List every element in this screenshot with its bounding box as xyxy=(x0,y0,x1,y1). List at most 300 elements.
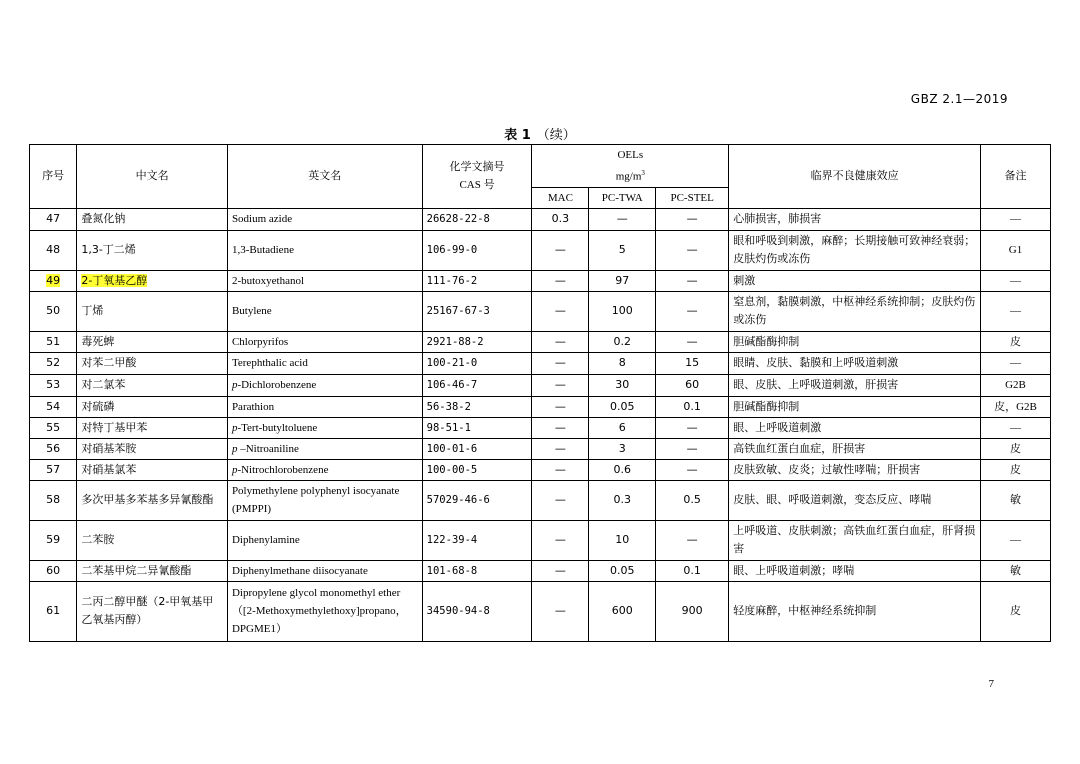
chinese-name-cell-text: 多次甲基多苯基多异氰酸酯 xyxy=(81,493,214,507)
note-cell-text: — xyxy=(1010,421,1021,434)
english-name-cell xyxy=(227,438,422,459)
pc-twa-cell-text: 0.3 xyxy=(613,493,631,507)
cas-number-cell-text: 25167-67-3 xyxy=(426,305,490,318)
english-name-cell xyxy=(227,291,422,331)
pc-stel-cell xyxy=(656,560,729,581)
caption-continued: （续） xyxy=(536,128,576,143)
row-number xyxy=(30,438,77,459)
cas-number-cell-text: 98-51-1 xyxy=(426,421,471,434)
note-cell-text: 皮 xyxy=(1010,335,1021,348)
chinese-name-cell-text: 2-丁氧基乙醇 xyxy=(81,273,148,287)
mac-cell-text: — xyxy=(554,441,566,455)
health-effect-cell-text: 皮肤、眼、呼吸道刺激，变态反应、哮喘 xyxy=(733,493,932,507)
table-row xyxy=(30,291,1051,331)
pc-twa-cell xyxy=(589,270,656,291)
pc-stel-cell xyxy=(656,352,729,374)
cas-number-cell xyxy=(422,560,532,581)
chinese-name-cell-text: 二苯基甲烷二异氰酸酯 xyxy=(81,563,192,577)
chinese-name-cell-text: 对硝基氯苯 xyxy=(81,462,137,476)
cas-number-cell xyxy=(422,480,532,520)
row-number xyxy=(30,560,77,581)
cas-number-cell xyxy=(422,208,532,230)
cas-number-cell xyxy=(422,374,532,396)
health-effect-cell xyxy=(729,374,981,396)
cas-number-cell-text: 111-76-2 xyxy=(426,274,478,287)
mac-cell-text: — xyxy=(554,334,566,348)
cas-number-cell xyxy=(422,520,532,560)
pc-stel-cell-text: — xyxy=(686,273,698,287)
mac-cell xyxy=(532,396,589,417)
table-row xyxy=(30,331,1051,352)
pc-twa-cell xyxy=(589,374,656,396)
table-row xyxy=(30,208,1051,230)
chinese-name-cell xyxy=(77,438,228,459)
mac-cell-text: — xyxy=(554,604,566,618)
header-chinese-name: 中文名 xyxy=(77,145,228,209)
english-name-cell-text: -Dichlorobenzene xyxy=(237,379,317,392)
health-effect-cell xyxy=(729,331,981,352)
pc-stel-cell-text: — xyxy=(686,304,698,318)
mac-cell xyxy=(532,230,589,270)
header-unit-base: mg/m xyxy=(615,170,642,183)
health-effect-cell xyxy=(729,560,981,581)
table-caption xyxy=(0,124,1080,143)
pc-stel-cell-text: 900 xyxy=(681,604,703,618)
row-number-text: 56 xyxy=(46,441,61,455)
cas-number-cell xyxy=(422,459,532,480)
cas-number-cell xyxy=(422,270,532,291)
health-effect-cell-text: 窒息剂，黏膜刺激，中枢神经系统抑制；皮肤灼伤或冻伤 xyxy=(733,295,976,327)
row-number-text: 52 xyxy=(46,356,61,370)
note-cell-text: — xyxy=(1010,357,1021,370)
health-effect-cell-text: 眼和呼吸到刺激，麻醉；长期接触可致神经衰弱；皮肤灼伤或冻伤 xyxy=(733,234,976,266)
table-row xyxy=(30,581,1051,641)
health-effect-cell-text: 眼、上呼吸道刺激；哮喘 xyxy=(733,563,855,577)
pc-stel-cell-text: — xyxy=(686,420,698,434)
health-effect-cell-text: 皮肤致敏、皮炎；过敏性哮喘；肝损害 xyxy=(733,462,921,476)
mac-cell xyxy=(532,374,589,396)
health-effect-cell xyxy=(729,396,981,417)
pc-twa-cell xyxy=(589,208,656,230)
english-name-cell-text: Diphenylamine xyxy=(231,534,300,547)
health-effect-cell-text: 上呼吸道、皮肤刺激；高铁血红蛋白血症，肝肾损害 xyxy=(733,524,976,556)
pc-twa-cell-text: — xyxy=(616,212,628,226)
para-prefix: p xyxy=(231,463,238,476)
english-name-cell-text: 1,3-Butadiene xyxy=(231,244,294,257)
header-cas-line2: CAS 号 xyxy=(459,179,495,192)
chinese-name-cell xyxy=(77,417,228,438)
row-number-text: 51 xyxy=(46,334,61,348)
table-row xyxy=(30,270,1051,291)
pc-stel-cell xyxy=(656,520,729,560)
row-number-text: 59 xyxy=(46,533,61,547)
mac-cell-text: — xyxy=(554,304,566,318)
table-body xyxy=(30,208,1051,641)
table-row xyxy=(30,560,1051,581)
mac-cell-text: — xyxy=(554,399,566,413)
table-row xyxy=(30,480,1051,520)
note-cell xyxy=(981,208,1051,230)
note-cell-text: G1 xyxy=(1008,244,1023,257)
row-number xyxy=(30,208,77,230)
pc-twa-cell xyxy=(589,396,656,417)
english-name-cell xyxy=(227,352,422,374)
pc-stel-cell-text: — xyxy=(686,243,698,257)
note-cell xyxy=(981,374,1051,396)
row-number-text: 57 xyxy=(46,462,61,476)
header-no: 序号 xyxy=(30,145,77,209)
note-cell-text: — xyxy=(1010,213,1021,226)
row-number-text: 50 xyxy=(46,304,61,318)
oel-table xyxy=(29,144,1051,642)
chinese-name-cell xyxy=(77,459,228,480)
pc-stel-cell xyxy=(656,459,729,480)
pc-stel-cell xyxy=(656,208,729,230)
chinese-name-cell xyxy=(77,480,228,520)
pc-twa-cell xyxy=(589,560,656,581)
row-number-text: 61 xyxy=(46,604,61,618)
pc-twa-cell-text: 600 xyxy=(611,604,633,618)
pc-twa-cell-text: 30 xyxy=(615,378,630,392)
pc-twa-cell-text: 3 xyxy=(618,441,626,455)
row-number-text: 53 xyxy=(46,378,61,392)
chinese-name-cell-text: 对二氯苯 xyxy=(81,378,126,392)
health-effect-cell xyxy=(729,270,981,291)
mac-cell-text: — xyxy=(554,356,566,370)
header-mac: MAC xyxy=(532,187,589,208)
health-effect-cell-text: 眼、上呼吸道刺激 xyxy=(733,420,822,434)
table-row xyxy=(30,459,1051,480)
note-cell xyxy=(981,396,1051,417)
mac-cell-text: — xyxy=(554,462,566,476)
row-number xyxy=(30,291,77,331)
english-name-cell-text: Chlorpyrifos xyxy=(231,335,289,348)
chinese-name-cell-text: 对硫磷 xyxy=(81,399,115,413)
health-effect-cell xyxy=(729,352,981,374)
mac-cell xyxy=(532,331,589,352)
health-effect-cell xyxy=(729,438,981,459)
english-name-cell xyxy=(227,230,422,270)
cas-number-cell xyxy=(422,331,532,352)
pc-twa-cell xyxy=(589,581,656,641)
health-effect-cell xyxy=(729,291,981,331)
english-name-cell xyxy=(227,581,422,641)
cas-number-cell-text: 100-01-6 xyxy=(426,442,478,455)
english-name-cell xyxy=(227,520,422,560)
cas-number-cell-text: 2921-88-2 xyxy=(426,335,484,348)
note-cell xyxy=(981,438,1051,459)
pc-twa-cell-text: 97 xyxy=(615,273,630,287)
mac-cell-text: — xyxy=(554,420,566,434)
pc-stel-cell-text: 0.1 xyxy=(683,563,701,577)
health-effect-cell-text: 眼、皮肤、上呼吸道刺激，肝损害 xyxy=(733,378,899,392)
note-cell-text: — xyxy=(1010,274,1021,287)
mac-cell xyxy=(532,270,589,291)
english-name-cell-text: Terephthalic acid xyxy=(231,357,308,370)
note-cell-text: — xyxy=(1010,305,1021,318)
caption-title: 表 1 xyxy=(504,128,531,143)
cas-number-cell-text: 34590-94-8 xyxy=(426,605,490,618)
cas-number-cell xyxy=(422,352,532,374)
mac-cell-text: 0.3 xyxy=(551,212,570,226)
chinese-name-cell xyxy=(77,270,228,291)
row-number-text: 49 xyxy=(46,273,61,287)
note-cell-text: G2B xyxy=(1005,379,1026,392)
chinese-name-cell xyxy=(77,520,228,560)
table-row xyxy=(30,396,1051,417)
mac-cell xyxy=(532,291,589,331)
note-cell-text: 皮，G2B xyxy=(994,400,1037,413)
table-row xyxy=(30,230,1051,270)
chinese-name-cell-text: 丁烯 xyxy=(81,304,104,318)
row-number xyxy=(30,331,77,352)
row-number-text: 60 xyxy=(46,563,61,577)
pc-twa-cell-text: 0.6 xyxy=(613,462,631,476)
note-cell xyxy=(981,230,1051,270)
chinese-name-cell xyxy=(77,208,228,230)
pc-stel-cell-text: — xyxy=(686,533,698,547)
mac-cell xyxy=(532,417,589,438)
english-name-cell xyxy=(227,374,422,396)
mac-cell xyxy=(532,438,589,459)
row-number xyxy=(30,581,77,641)
pc-stel-cell xyxy=(656,230,729,270)
health-effect-cell-text: 轻度麻醉，中枢神经系统抑制 xyxy=(733,604,877,618)
health-effect-cell xyxy=(729,208,981,230)
standard-code: GBZ 2.1—2019 xyxy=(910,92,1008,106)
cas-number-cell xyxy=(422,230,532,270)
table-row xyxy=(30,438,1051,459)
mac-cell xyxy=(532,520,589,560)
chinese-name-cell-text: 对苯二甲酸 xyxy=(81,356,137,370)
mac-cell xyxy=(532,352,589,374)
header-english-name: 英文名 xyxy=(227,145,422,209)
english-name-cell xyxy=(227,270,422,291)
pc-stel-cell xyxy=(656,374,729,396)
english-name-cell xyxy=(227,208,422,230)
pc-twa-cell-text: 0.05 xyxy=(610,399,635,413)
note-cell xyxy=(981,581,1051,641)
header-oels xyxy=(532,145,729,188)
row-number-text: 55 xyxy=(46,420,61,434)
row-number xyxy=(30,374,77,396)
chinese-name-cell xyxy=(77,396,228,417)
pc-twa-cell xyxy=(589,291,656,331)
english-name-cell-text: -Tert-butyltoluene xyxy=(237,421,318,434)
cas-number-cell-text: 106-46-7 xyxy=(426,379,478,392)
cas-number-cell-text: 100-00-5 xyxy=(426,463,478,476)
cas-number-cell-text: 100-21-0 xyxy=(426,357,478,370)
pc-twa-cell xyxy=(589,331,656,352)
para-prefix: p xyxy=(231,379,238,392)
pc-twa-cell xyxy=(589,459,656,480)
english-name-cell-text: Diphenylmethane diisocyanate xyxy=(231,564,368,577)
note-cell xyxy=(981,291,1051,331)
row-number-text: 54 xyxy=(46,399,61,413)
header-effect: 临界不良健康效应 xyxy=(729,145,981,209)
pc-stel-cell-text: 0.1 xyxy=(683,399,701,413)
health-effect-cell xyxy=(729,520,981,560)
row-number-text: 48 xyxy=(46,243,61,257)
pc-twa-cell-text: 6 xyxy=(618,420,626,434)
chinese-name-cell xyxy=(77,581,228,641)
pc-stel-cell xyxy=(656,270,729,291)
english-name-cell-text: 2-butoxyethanol xyxy=(231,274,305,287)
header-cas xyxy=(422,145,532,209)
english-name-cell-text: Parathion xyxy=(231,400,275,413)
pc-twa-cell-text: 8 xyxy=(618,356,626,370)
row-number-text: 47 xyxy=(46,212,61,226)
note-cell xyxy=(981,270,1051,291)
note-cell-text: 皮 xyxy=(1010,442,1021,455)
pc-stel-cell-text: 15 xyxy=(685,356,700,370)
mac-cell-text: — xyxy=(554,243,566,257)
pc-twa-cell-text: 10 xyxy=(615,533,630,547)
pc-stel-cell xyxy=(656,581,729,641)
mac-cell-text: — xyxy=(554,273,566,287)
header-unit-sup: 3 xyxy=(641,169,645,177)
row-number xyxy=(30,480,77,520)
note-cell-text: 敏 xyxy=(1010,564,1021,577)
cas-number-cell-text: 26628-22-8 xyxy=(426,213,490,226)
pc-twa-cell xyxy=(589,480,656,520)
english-name-cell xyxy=(227,331,422,352)
para-prefix: p xyxy=(231,421,238,434)
row-number xyxy=(30,230,77,270)
header-cas-line1: 化学文摘号 xyxy=(449,160,505,174)
pc-stel-cell xyxy=(656,291,729,331)
health-effect-cell-text: 心肺损害，肺损害 xyxy=(733,212,822,226)
english-name-cell xyxy=(227,480,422,520)
english-name-cell xyxy=(227,459,422,480)
english-name-cell-text: Polymethylene polyphenyl isocyanate (PMPPI) xyxy=(231,485,400,516)
note-cell-text: 皮 xyxy=(1010,463,1021,476)
chinese-name-cell xyxy=(77,560,228,581)
page-number: 7 xyxy=(988,678,994,690)
pc-twa-cell-text: 5 xyxy=(618,243,626,257)
chinese-name-cell-text: 叠氮化钠 xyxy=(81,212,126,226)
chinese-name-cell xyxy=(77,291,228,331)
table-row xyxy=(30,417,1051,438)
para-prefix: p xyxy=(231,442,238,455)
pc-twa-cell xyxy=(589,520,656,560)
row-number xyxy=(30,459,77,480)
chinese-name-cell-text: 1,3-丁二烯 xyxy=(81,243,136,257)
chinese-name-cell-text: 对硝基苯胺 xyxy=(81,441,137,455)
chinese-name-cell-text: 毒死蜱 xyxy=(81,334,115,348)
health-effect-cell xyxy=(729,581,981,641)
health-effect-cell xyxy=(729,230,981,270)
cas-number-cell-text: 57029-46-6 xyxy=(426,494,490,507)
cas-number-cell-text: 106-99-0 xyxy=(426,244,478,257)
pc-twa-cell-text: 100 xyxy=(611,304,633,318)
mac-cell xyxy=(532,560,589,581)
pc-stel-cell-text: — xyxy=(686,462,698,476)
mac-cell xyxy=(532,581,589,641)
pc-twa-cell xyxy=(589,230,656,270)
health-effect-cell-text: 刺激 xyxy=(733,273,756,287)
chinese-name-cell xyxy=(77,230,228,270)
health-effect-cell xyxy=(729,417,981,438)
mac-cell-text: — xyxy=(554,563,566,577)
note-cell xyxy=(981,520,1051,560)
mac-cell-text: — xyxy=(554,533,566,547)
table-row xyxy=(30,374,1051,396)
mac-cell xyxy=(532,459,589,480)
chinese-name-cell xyxy=(77,374,228,396)
english-name-cell xyxy=(227,417,422,438)
health-effect-cell xyxy=(729,480,981,520)
english-name-cell-text: –Nitroaniline xyxy=(237,442,299,455)
cas-number-cell-text: 101-68-8 xyxy=(426,564,478,577)
cas-number-cell-text: 122-39-4 xyxy=(426,534,478,547)
chinese-name-cell-text: 二苯胺 xyxy=(81,533,115,547)
mac-cell-text: — xyxy=(554,493,566,507)
cas-number-cell xyxy=(422,396,532,417)
pc-stel-cell-text: 60 xyxy=(685,378,700,392)
health-effect-cell xyxy=(729,459,981,480)
pc-stel-cell-text: — xyxy=(686,334,698,348)
note-cell xyxy=(981,560,1051,581)
header-stel: PC-STEL xyxy=(656,187,729,208)
pc-stel-cell xyxy=(656,331,729,352)
english-name-cell-text: Dipropylene glycol monomethyl ether（[2-Methoxymethylethoxy]propano，DPGME1） xyxy=(231,587,407,636)
pc-stel-cell-text: — xyxy=(686,441,698,455)
english-name-cell-text: -Nitrochlorobenzene xyxy=(237,463,329,476)
note-cell xyxy=(981,352,1051,374)
note-cell xyxy=(981,480,1051,520)
row-number xyxy=(30,417,77,438)
cas-number-cell-text: 56-38-2 xyxy=(426,400,471,413)
pc-stel-cell-text: — xyxy=(686,212,698,226)
header-oels-label: OELs xyxy=(617,149,644,161)
cas-number-cell xyxy=(422,438,532,459)
table-row xyxy=(30,520,1051,560)
row-number xyxy=(30,520,77,560)
pc-stel-cell xyxy=(656,417,729,438)
row-number xyxy=(30,270,77,291)
pc-stel-cell xyxy=(656,480,729,520)
row-number xyxy=(30,352,77,374)
row-number-text: 58 xyxy=(46,493,61,507)
note-cell xyxy=(981,459,1051,480)
cas-number-cell xyxy=(422,417,532,438)
chinese-name-cell-text: 对特丁基甲苯 xyxy=(81,420,148,434)
cas-number-cell xyxy=(422,291,532,331)
health-effect-cell-text: 眼睛、皮肤、黏膜和上呼吸道刺激 xyxy=(733,356,899,370)
mac-cell-text: — xyxy=(554,378,566,392)
note-cell-text: — xyxy=(1010,534,1021,547)
mac-cell xyxy=(532,208,589,230)
mac-cell xyxy=(532,480,589,520)
table-row xyxy=(30,352,1051,374)
pc-twa-cell-text: 0.05 xyxy=(610,563,635,577)
pc-twa-cell-text: 0.2 xyxy=(613,334,631,348)
cas-number-cell xyxy=(422,581,532,641)
pc-twa-cell xyxy=(589,438,656,459)
pc-twa-cell xyxy=(589,417,656,438)
chinese-name-cell-text: 二丙二醇甲醚（2-甲氧基甲乙氧基丙醇） xyxy=(81,595,214,627)
chinese-name-cell xyxy=(77,331,228,352)
row-number xyxy=(30,396,77,417)
note-cell-text: 皮 xyxy=(1010,605,1021,618)
health-effect-cell-text: 胆碱酯酶抑制 xyxy=(733,334,800,348)
english-name-cell-text: Butylene xyxy=(231,305,272,318)
note-cell-text: 敏 xyxy=(1010,494,1021,507)
header-twa: PC-TWA xyxy=(589,187,656,208)
pc-stel-cell xyxy=(656,396,729,417)
chinese-name-cell xyxy=(77,352,228,374)
